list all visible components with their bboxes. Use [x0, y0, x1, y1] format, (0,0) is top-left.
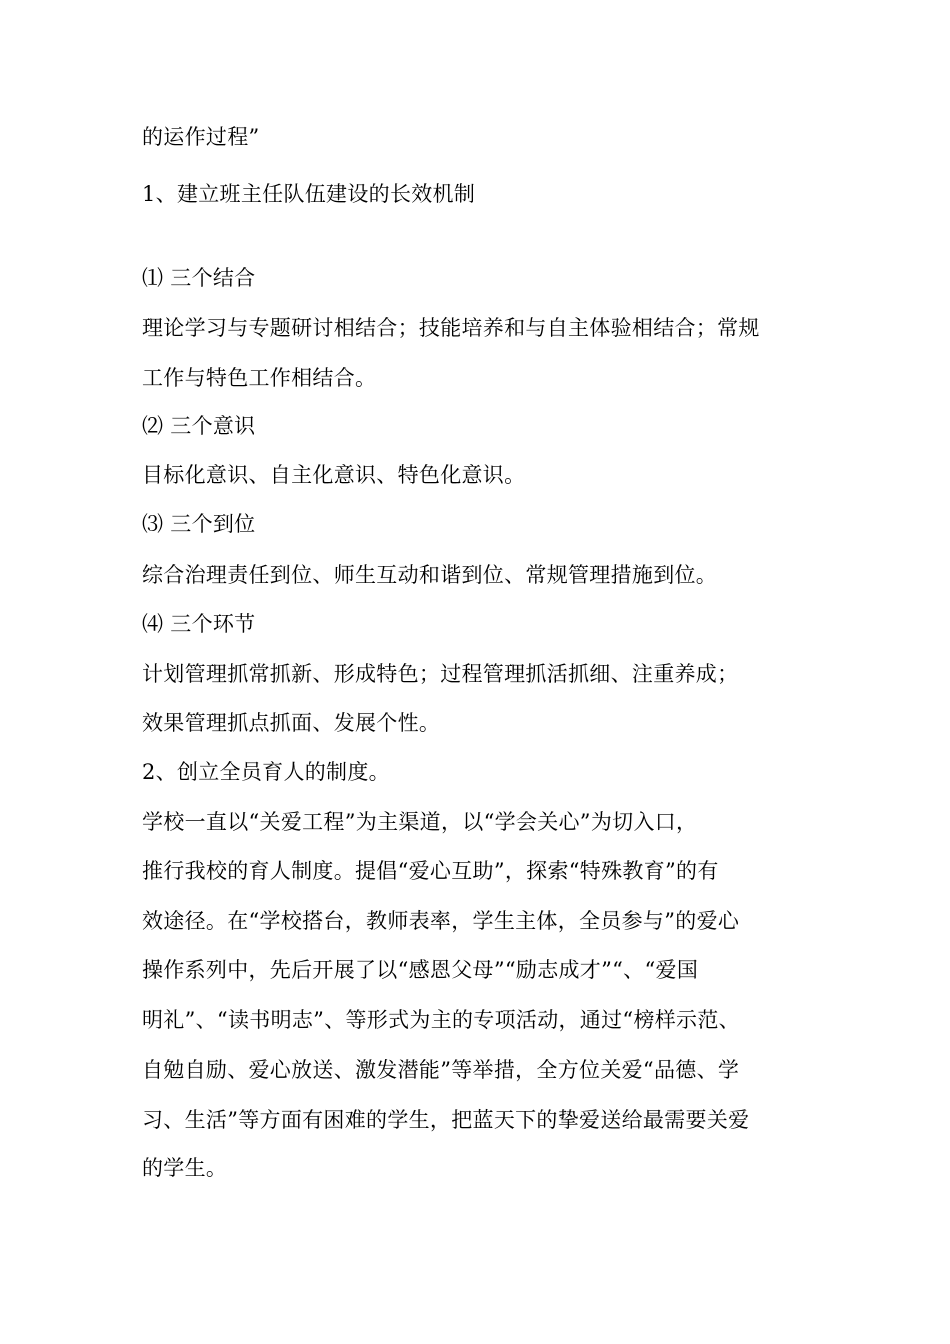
subsection-heading: ⑶ 三个到位 — [142, 512, 256, 536]
text-line: 学校一直以“关爱工程”为主渠道，以“学会关心”为切入口， — [142, 810, 698, 834]
text-line: 理论学习与专题研讨相结合；技能培养和与自主体验相结合；常规 — [142, 316, 760, 340]
section-heading: 1、建立班主任队伍建设的长效机制 — [142, 182, 476, 206]
text-line: 习、生活”等方面有困难的学生，把蓝天下的挚爱送给最需要关爱 — [142, 1108, 750, 1132]
text-line: 效途径。在“学校搭台，教师表率，学生主体，全员参与”的爱心 — [142, 909, 740, 933]
text-line: 的运作过程” — [142, 125, 260, 149]
text-line: 操作系列中，先后开展了以“感恩父母”“励志成才”“、“爱国 — [142, 958, 699, 982]
text-line: 的学生。 — [142, 1156, 228, 1180]
text-line: 明礼”、“读书明志”、等形式为主的专项活动，通过“榜样示范、 — [142, 1008, 740, 1032]
subsection-heading: ⑵ 三个意识 — [142, 414, 256, 438]
section-heading: 2、创立全员育人的制度。 — [142, 760, 390, 784]
text-line: 效果管理抓点抓面、发展个性。 — [142, 711, 441, 735]
text-line: 工作与特色工作相结合。 — [142, 366, 377, 390]
text-line: 推行我校的育人制度。提倡“爱心互助”，探索“特殊教育”的有 — [142, 859, 719, 883]
text-line: 自勉自励、爱心放送、激发潜能”等举措，全方位关爱“品德、学 — [142, 1058, 740, 1082]
subsection-heading: ⑴ 三个结合 — [142, 266, 256, 290]
text-line: 目标化意识、自主化意识、特色化意识。 — [142, 463, 526, 487]
text-line: 综合治理责任到位、师生互动和谐到位、常规管理措施到位。 — [142, 563, 718, 587]
text-line: 计划管理抓常抓新、形成特色；过程管理抓活抓细、注重养成； — [142, 662, 739, 686]
subsection-heading: ⑷ 三个环节 — [142, 612, 256, 636]
